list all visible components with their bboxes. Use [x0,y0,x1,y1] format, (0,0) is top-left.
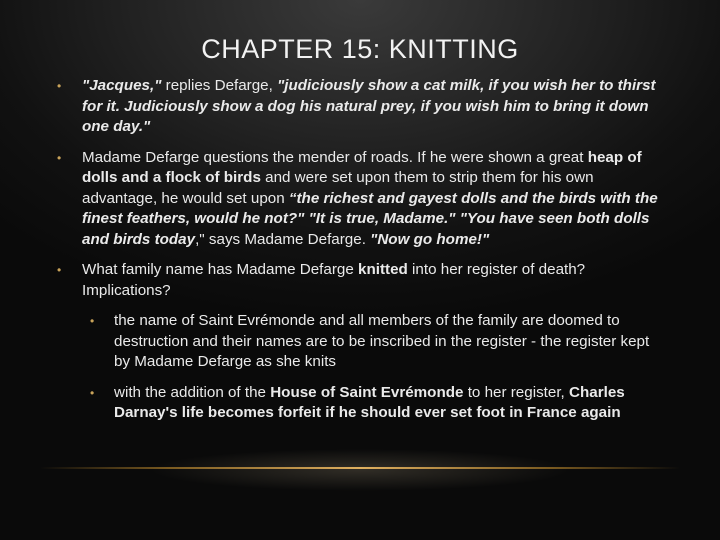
text-run: replies Defarge, [161,77,278,94]
text-run: and were set upon them to strip them for his own advantage, he would set upon [82,169,594,207]
slide-title: CHAPTER 15: KNITTING [201,34,519,64]
text-run: ," says Madame Defarge. [195,230,371,248]
text-run: "Jacques," [82,77,162,94]
text-run: into her register of death? Implications? [82,261,586,299]
text-run: the name of Saint Evrémonde and all members of the family are doomed to destruction and their names are to be inscribed in the register - the register kept by Madame Defarge as she knits [114,312,650,370]
bullet-icon: • [57,263,62,277]
bullet-icon: • [90,314,95,328]
decorative-gold-divider [40,467,680,469]
text-run: “the richest and gayest dolls and the birds with the finest feathers, would he not?" "It is true, Madame." "You have seen both dolls and birds today [82,189,658,248]
text-run: What family name has Madame Defarge [82,261,359,278]
sub-bullet-item [0,383,664,424]
text-run: Madame Defarge questions the mender of roads. If he were shown a great [82,148,588,166]
text-run: knitted [358,261,408,278]
text-run: "Now go home!" [370,230,490,248]
bullet-icon: • [90,385,95,400]
sub-bullet-item [0,311,664,373]
text-run: House of Saint Evrémonde [270,383,464,401]
bullet-item [0,76,662,138]
bullet-item [0,260,662,301]
text-run: with the addition of the [114,383,271,401]
text-run: "judiciously show a cat milk, if you wish her to thirst for it. Judiciously show a dog his natural prey, if you wish him to bring it down one day." [82,77,656,135]
decorative-glow [60,440,660,500]
bullet-icon: • [57,150,62,165]
text-run: heap of dolls and a flock of birds [82,148,642,186]
text-run: to her register, [463,383,569,401]
text-run: Charles Darnay's life becomes forfeit if he should ever set foot in France again [114,383,625,421]
bullet-icon: • [57,79,62,93]
bullet-item [0,148,662,251]
bullet-list [0,76,720,434]
